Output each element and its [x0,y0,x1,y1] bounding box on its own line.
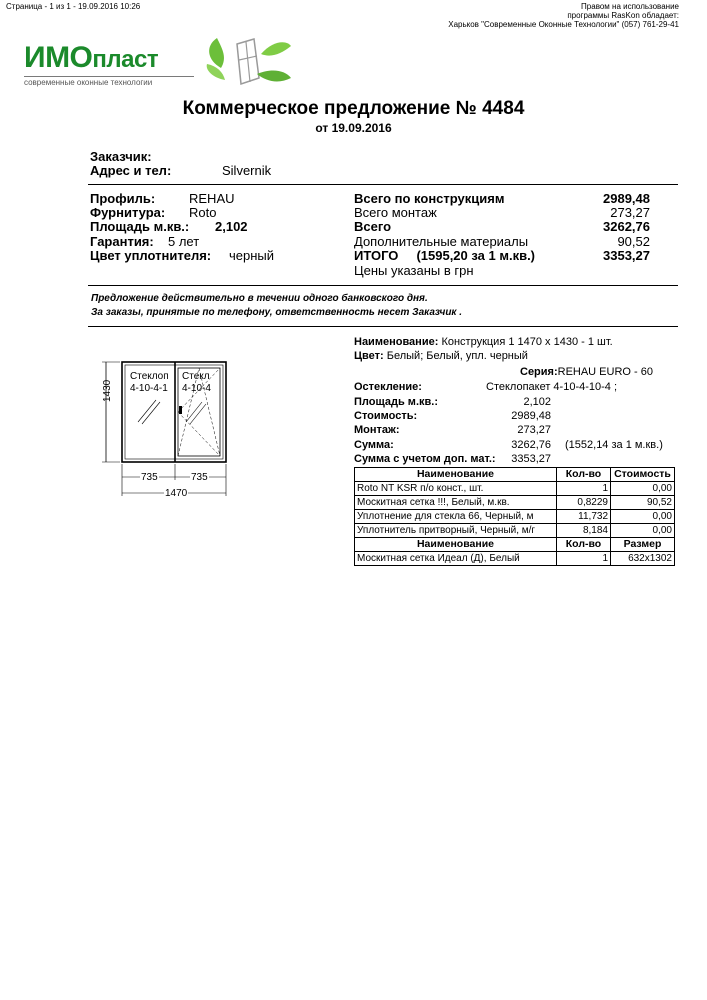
construction-series: Серия:REHAU EURO - 60 [520,366,653,378]
item-name: Москитная сетка Идеал (Д), Белый [355,552,557,566]
accessories-table [354,467,675,566]
grand-total-label: ИТОГО (1595,20 за 1 м.кв.) [354,248,536,263]
column-header: Кол-во [557,538,611,552]
item-qty: 0,8229 [557,496,611,510]
table-header-row [355,538,675,552]
right-width-dimension: 735 [191,472,208,483]
cost-value: 2989,48 [511,410,551,422]
item-qty: 1 [557,482,611,496]
table-header-row [355,468,675,482]
license-line-1: Правом на использование [581,2,679,11]
left-glass-label: Стеклоп 4-10-4-1 [130,371,169,394]
logo-wordmark: ИМОпласт [24,41,159,74]
company-logo [24,33,294,93]
right-glass-label: Стекл 4-10-4 [182,371,211,394]
column-header: Наименование [355,468,557,482]
profile-value: REHAU [189,191,235,206]
extra-materials-label: Дополнительные материалы [354,234,529,249]
left-width-dimension: 735 [141,472,158,483]
table-row [355,510,675,524]
page-info: Страница - 1 из 1 - 19.09.2016 10:26 [6,2,141,11]
total-value: 3262,76 [603,219,650,234]
column-header: Размер [611,538,675,552]
column-header: Стоимость [611,468,675,482]
sum-value: 3262,76 [511,439,551,451]
window-leaf-icon [199,30,294,92]
table-row [355,552,675,566]
sum-with-extras-label: Сумма с учетом доп. мат.: [354,453,496,465]
table-row [355,496,675,510]
total-installation-value: 273,27 [610,205,650,220]
document-title: Коммерческое предложение № 4484 [182,98,525,119]
fittings-label: Фурнитура: [90,205,166,220]
item-size: 632х1302 [611,552,675,566]
prices-currency-note: Цены указаны в грн [354,263,474,278]
cost-label: Стоимость: [354,410,418,422]
glazing-label: Остекление: [354,381,422,393]
area-value: 2,102 [215,219,248,234]
fittings-value: Roto [189,205,217,220]
height-dimension: 1430 [102,379,113,402]
total-constructions-value: 2989,48 [603,191,650,206]
table-row [355,524,675,538]
item-cost: 90,52 [611,496,675,510]
sum-label: Сумма: [354,439,394,451]
divider [88,184,678,185]
validity-note: Предложение действительно в течении одного банковского дня. [91,293,428,304]
divider [88,326,678,327]
item-qty: 1 [557,552,611,566]
total-width-dimension: 1470 [165,488,188,499]
total-installation-label: Всего монтаж [354,205,437,220]
warranty-value: 5 лет [168,234,200,249]
item-name: Уплотнение для стекла 66, Черный, м [355,510,557,524]
glazing-value: Стеклопакет 4-10-4-10-4 ; [486,381,618,393]
license-line-3: Харьков "Современные Оконные Технологии" (057) 761-29-41 [448,20,679,29]
sum-per-sqm: (1552,14 за 1 м.кв.) [565,439,663,451]
license-line-2: программы RasKon обладает: [567,11,679,20]
item-cost: 0,00 [611,524,675,538]
item-name: Уплотнитель притворный, Черный, м/г [355,524,557,538]
grand-total-value: 3353,27 [603,248,650,263]
warranty-label: Гарантия: [90,234,154,249]
column-header: Кол-во [557,468,611,482]
seal-color-value: черный [229,248,275,263]
installation-value: 273,27 [517,424,551,436]
item-name: Москитная сетка !!!, Белый, м.кв. [355,496,557,510]
extra-materials-value: 90,52 [617,234,650,249]
construction-name: Наименование: Конструкция 1 1470 х 1430 - 1 шт. [354,336,613,348]
item-cost: 0,00 [611,482,675,496]
logo-tagline: современные оконные технологии [24,76,194,87]
spec-area-label: Площадь м.кв.: [354,396,438,408]
total-label: Всего [354,219,392,234]
area-label: Площадь м.кв.: [90,219,190,234]
installation-label: Монтаж: [354,424,400,436]
document-date: от 19.09.2016 [315,121,392,135]
address-value: Silvernik [222,163,272,178]
profile-label: Профиль: [90,191,156,206]
divider [88,285,678,286]
spec-area-value: 2,102 [523,396,551,408]
item-qty: 8,184 [557,524,611,538]
construction-color: Цвет: Белый; Белый, упл. черный [354,350,528,362]
item-cost: 0,00 [611,510,675,524]
phone-orders-note: За заказы, принятые по телефону, ответственность несет Заказчик . [91,307,463,318]
license-info [448,2,679,29]
column-header: Наименование [355,538,557,552]
item-qty: 11,732 [557,510,611,524]
address-label: Адрес и тел: [90,163,172,178]
sum-with-extras-value: 3353,27 [511,453,551,465]
customer-label: Заказчик: [90,149,152,164]
table-row [355,482,675,496]
total-constructions-label: Всего по конструкциям [354,191,505,206]
item-name: Roto NT KSR п/о конст., шт. [355,482,557,496]
seal-color-label: Цвет уплотнителя: [90,248,212,263]
